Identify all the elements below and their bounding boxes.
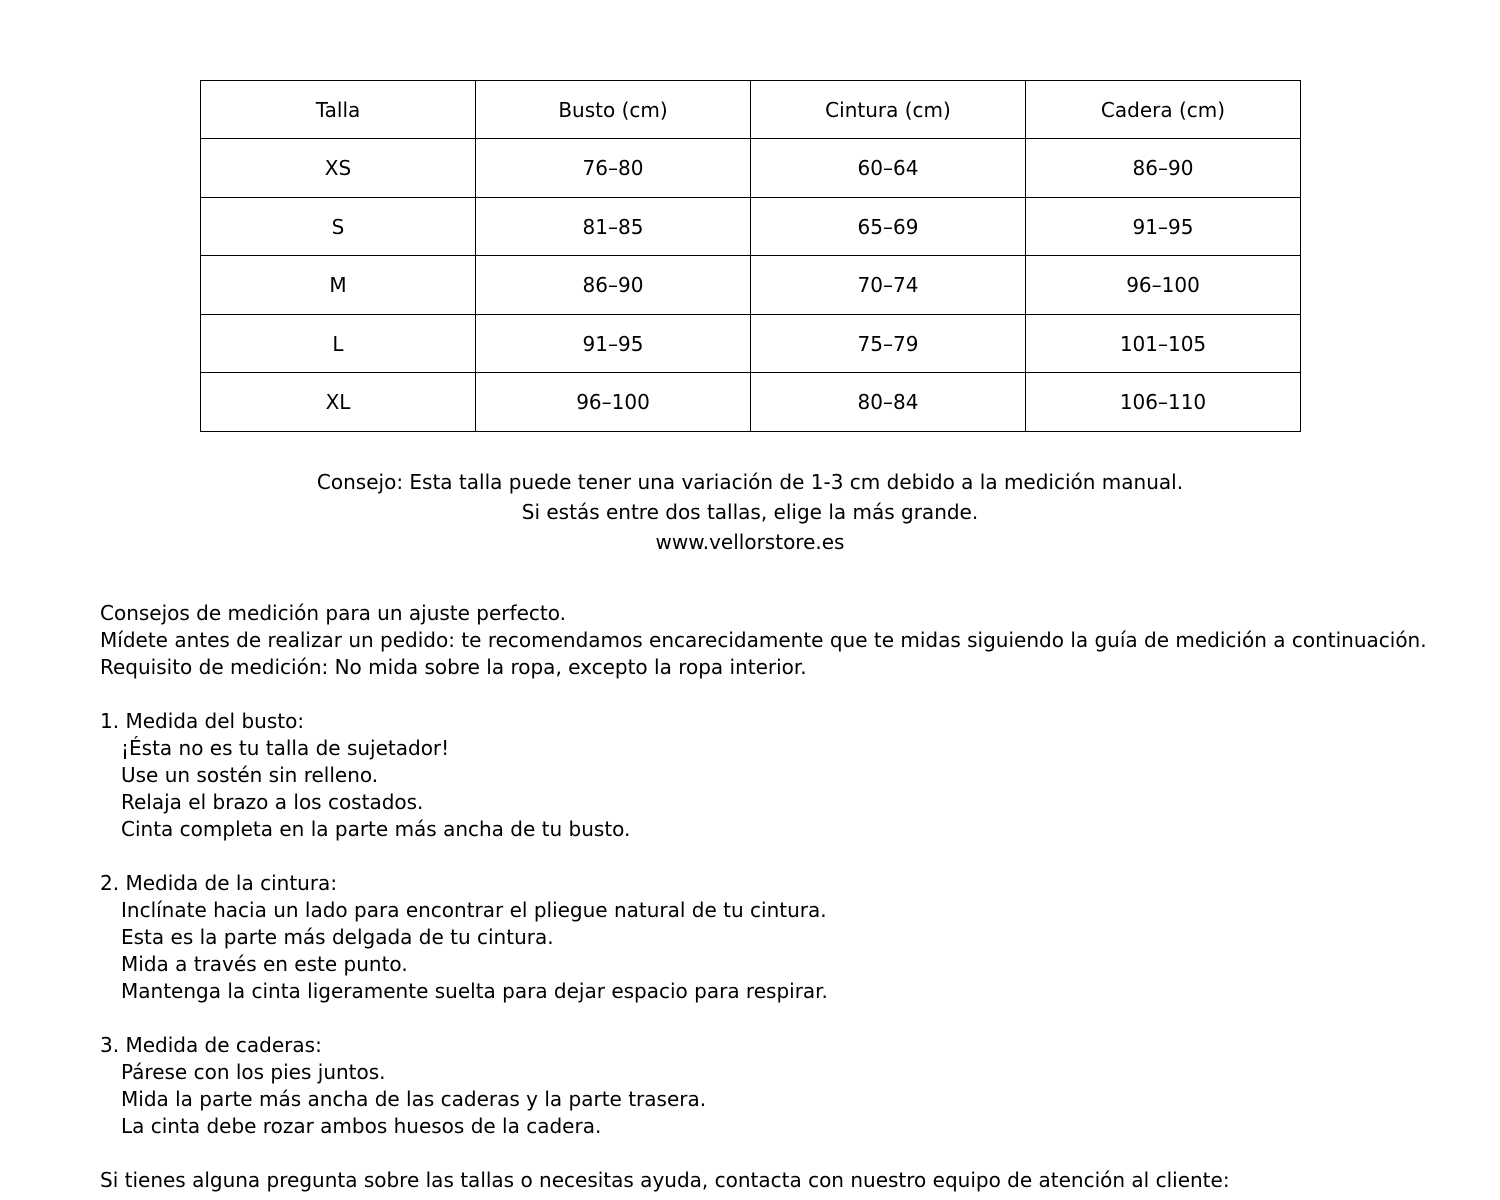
list-item: Relaja el brazo a los costados. <box>121 790 424 814</box>
list-item: Mida la parte más ancha de las caderas y la parte trasera. <box>121 1087 707 1111</box>
bust-cell: 76–80 <box>476 139 751 198</box>
size-cell: XL <box>201 373 476 432</box>
table-row <box>201 256 1301 315</box>
bust-cell: 96–100 <box>476 373 751 432</box>
header-talla: Talla <box>201 81 476 139</box>
table-header-row <box>201 81 1301 139</box>
hip-section-heading: 3. Medida de caderas: <box>100 1033 322 1057</box>
hip-cell: 106–110 <box>1026 373 1301 432</box>
tip-size-advice: Si estás entre dos tallas, elige la más grande. <box>521 500 979 524</box>
spacer <box>100 681 1500 708</box>
size-chart-table <box>200 80 1301 432</box>
guide-requirement: Requisito de medición: No mida sobre la ropa, excepto la ropa interior. <box>100 655 807 679</box>
spacer <box>100 1005 1500 1032</box>
size-tip-block <box>0 467 1500 557</box>
waist-section-heading: 2. Medida de la cintura: <box>100 871 338 895</box>
tip-variation-text: Consejo: Esta talla puede tener una variación de 1-3 cm debido a la medición manual. <box>316 470 1184 494</box>
guide-title: Consejos de medición para un ajuste perfecto. <box>100 601 566 625</box>
header-busto: Busto (cm) <box>476 81 751 139</box>
hip-cell: 91–95 <box>1026 198 1301 256</box>
header-cadera: Cadera (cm) <box>1026 81 1301 139</box>
bust-cell: 81–85 <box>476 198 751 256</box>
list-item: Use un sostén sin relleno. <box>121 763 379 787</box>
list-item: Mida a través en este punto. <box>121 952 408 976</box>
hip-cell: 96–100 <box>1026 256 1301 315</box>
waist-cell: 70–74 <box>751 256 1026 315</box>
bust-cell: 91–95 <box>476 315 751 373</box>
table-row <box>201 139 1301 198</box>
spacer <box>100 843 1500 870</box>
list-item: Cinta completa en la parte más ancha de tu busto. <box>121 817 631 841</box>
size-cell: M <box>201 256 476 315</box>
size-cell: L <box>201 315 476 373</box>
waist-cell: 60–64 <box>751 139 1026 198</box>
table-row <box>201 198 1301 256</box>
list-item: Mantenga la cinta ligeramente suelta para dejar espacio para respirar. <box>121 979 828 1003</box>
list-item: Inclínate hacia un lado para encontrar el pliegue natural de tu cintura. <box>121 898 827 922</box>
list-item: La cinta debe rozar ambos huesos de la cadera. <box>121 1114 602 1138</box>
list-item: ¡Ésta no es tu talla de sujetador! <box>121 736 450 760</box>
hip-cell: 101–105 <box>1026 315 1301 373</box>
header-cintura: Cintura (cm) <box>751 81 1026 139</box>
measurement-guide <box>100 600 1500 1194</box>
store-website: www.vellorstore.es <box>655 530 845 554</box>
list-item: Párese con los pies juntos. <box>121 1060 386 1084</box>
waist-cell: 80–84 <box>751 373 1026 432</box>
waist-cell: 75–79 <box>751 315 1026 373</box>
bust-section-heading: 1. Medida del busto: <box>100 709 305 733</box>
contact-text: Si tienes alguna pregunta sobre las tallas o necesitas ayuda, contacta con nuestro equipo de atención al cliente: <box>100 1168 1230 1192</box>
hip-cell: 86–90 <box>1026 139 1301 198</box>
bust-cell: 86–90 <box>476 256 751 315</box>
table-row <box>201 315 1301 373</box>
size-cell: S <box>201 198 476 256</box>
size-cell: XS <box>201 139 476 198</box>
spacer <box>100 1140 1500 1167</box>
table-row <box>201 373 1301 432</box>
waist-cell: 65–69 <box>751 198 1026 256</box>
guide-intro: Mídete antes de realizar un pedido: te recomendamos encarecidamente que te midas siguiendo la guía de medición a continuación. <box>100 628 1427 652</box>
list-item: Esta es la parte más delgada de tu cintura. <box>121 925 554 949</box>
